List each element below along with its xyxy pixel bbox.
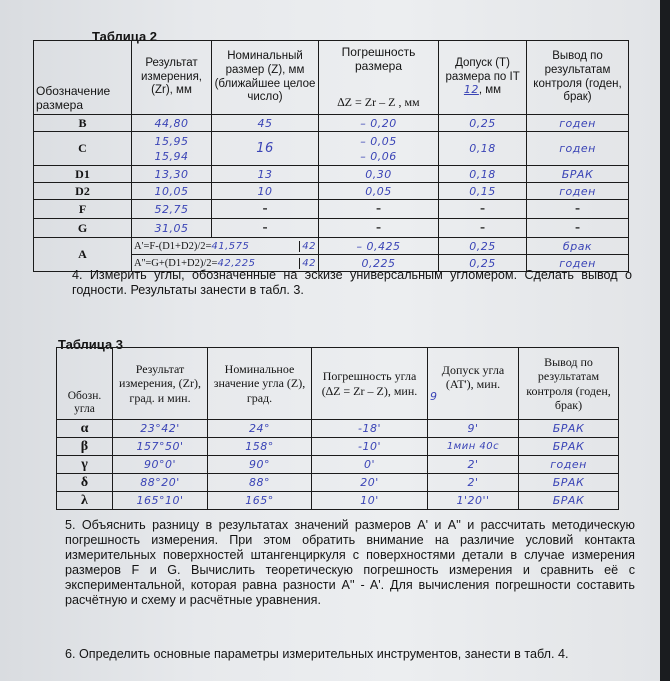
t3-lambda-tolerance: 1'20'' [428, 492, 519, 510]
t2-d1-error: 0,30 [319, 166, 439, 183]
t3-beta-tolerance: 1мин 40с [428, 438, 519, 456]
t2-d2-conclusion: годен [527, 183, 629, 200]
t3-header-tolerance [428, 348, 519, 420]
t2-row-d2 [34, 183, 629, 200]
t2-d2-result: 10,05 [132, 183, 212, 200]
t2-g-result: 31,05 [132, 219, 212, 238]
t2-a2-conclusion: годен [527, 255, 629, 272]
t2-b-result: 44,80 [132, 115, 212, 132]
t3-delta-tolerance: 2' [428, 474, 519, 492]
t2-header-designation: Обозначение размера [34, 41, 132, 115]
t2-a2-error: 0,225 [319, 255, 439, 272]
t2-row-b [34, 115, 629, 132]
t3-gamma-tolerance: 2' [428, 456, 519, 474]
t2-c-label: C [34, 132, 132, 166]
t2-header-error-formula: ∆Z = Zr – Z , мм [337, 95, 420, 110]
t2-header-error [319, 41, 439, 115]
table3-caption: Таблица 3 [58, 337, 124, 352]
t3-lambda-conclusion: БРАК [519, 492, 619, 510]
t3-row-lambda [57, 492, 619, 510]
t2-row-d1 [34, 166, 629, 183]
t2-c-nominal: 16 [212, 132, 319, 166]
t2-c-error2: – 0,06 [360, 149, 397, 163]
t2-d2-nominal: 10 [212, 183, 319, 200]
t2-f-nominal: - [212, 200, 319, 219]
t3-beta-label: β [57, 438, 113, 456]
t3-lambda-error: 10' [312, 492, 428, 510]
paragraph-4: 4. Измерить углы, обозначенные на эскизе универсальным угломером. Сделать вывод о годности. Результаты занести в табл. 3. [72, 268, 632, 297]
t2-g-nominal: - [212, 219, 319, 238]
t3-header-conclusion: Вывод по результатам контроля (годен, брак) [519, 348, 619, 420]
t3-delta-label: δ [57, 474, 113, 492]
t3-header-nominal: Номинальное значение угла (Z), град. [208, 348, 312, 420]
t2-c-conclusion: годен [527, 132, 629, 166]
table2-caption: Таблица 2 [92, 29, 158, 44]
t2-d1-result: 13,30 [132, 166, 212, 183]
t2-a1-tolerance: 0,25 [439, 238, 527, 255]
t3-lambda-result: 165°10' [113, 492, 208, 510]
t3-alpha-result: 23°42' [113, 420, 208, 438]
t2-f-tolerance: - [439, 200, 527, 219]
t3-alpha-error: -18' [312, 420, 428, 438]
t3-lambda-label: λ [57, 492, 113, 510]
t2-g-error: - [319, 219, 439, 238]
t2-header-result: Результат измерения, (Zr), мм [132, 41, 212, 115]
t2-tol-suffix: , мм [478, 84, 502, 97]
t2-a2-nominal: 42 [299, 258, 316, 269]
t3-gamma-error: 0' [312, 456, 428, 474]
t3-header-error: Погрешность угла (∆Z = Zr – Z), мин. [312, 348, 428, 420]
t3-beta-result: 157°50' [113, 438, 208, 456]
t2-f-label: F [34, 200, 132, 219]
t3-row-alpha [57, 420, 619, 438]
t3-tol-grade: 9 [430, 390, 438, 404]
table3 [56, 347, 619, 510]
t2-d1-label: D1 [34, 166, 132, 183]
t2-header-nominal: Номинальный размер (Z), мм (ближайшее целое число) [212, 41, 319, 115]
t3-delta-conclusion: БРАК [519, 474, 619, 492]
t2-c-tolerance: 0,18 [439, 132, 527, 166]
t2-a1-error: – 0,425 [319, 238, 439, 255]
t2-g-label: G [34, 219, 132, 238]
t2-c-results [132, 132, 212, 166]
t3-alpha-conclusion: БРАК [519, 420, 619, 438]
t2-d1-nominal: 13 [212, 166, 319, 183]
t3-alpha-nominal: 24° [208, 420, 312, 438]
t2-header-error-title: Погрешность размера [341, 45, 416, 74]
t3-gamma-label: γ [57, 456, 113, 474]
t3-tol-text: Допуск угла (AT'), мин. [441, 362, 505, 392]
t2-d2-error: 0,05 [319, 183, 439, 200]
paragraph-5: 5. Объяснить разницу в результатах значений размеров A' и A'' и рассчитать методическую погрешность измерения. При этом обратить внимание на различие условий контакта измерительных поверхностей штангенциркуля с поверхностями детали в случае измерения размеров F и G. Вычислить теоретическую погрешность измерения и сравнить её с экспериментальной, которая равна разности A'' - A'. Для вычисления погрешности составить расчётную и схему и расчётные уравнения. [65, 518, 635, 607]
t2-a2-tolerance: 0,25 [439, 255, 527, 272]
t2-header-conclusion: Вывод по результатам контроля (годен, брак) [527, 41, 629, 115]
t3-gamma-conclusion: годен [519, 456, 619, 474]
t2-b-nominal: 45 [212, 115, 319, 132]
t3-beta-nominal: 158° [208, 438, 312, 456]
t2-a1-conclusion: брак [527, 238, 629, 255]
t2-d2-tolerance: 0,15 [439, 183, 527, 200]
t2-row-f [34, 200, 629, 219]
t2-a2-formula: A''=G+(D1+D2)/2= [134, 257, 218, 269]
t2-a-label: A [34, 238, 132, 272]
t2-a2-value: 42,225 [217, 257, 256, 269]
t2-c-errors [319, 132, 439, 166]
t2-f-conclusion: - [527, 200, 629, 219]
t3-row-gamma [57, 456, 619, 474]
t3-beta-error: -10' [312, 438, 428, 456]
t2-g-conclusion: - [527, 219, 629, 238]
t2-c-result1: 15,95 [154, 134, 189, 148]
t2-tol-grade: 12 [463, 83, 479, 97]
t2-a1-value: 41,575 [211, 240, 250, 252]
t2-a1-formula-cell [132, 238, 319, 255]
t2-d2-label: D2 [34, 183, 132, 200]
t3-alpha-label: α [57, 420, 113, 438]
t2-d1-tolerance: 0,18 [439, 166, 527, 183]
t2-b-error: – 0,20 [319, 115, 439, 132]
t3-beta-conclusion: БРАК [519, 438, 619, 456]
t2-b-conclusion: годен [527, 115, 629, 132]
t2-row-g [34, 219, 629, 238]
t2-f-result: 52,75 [132, 200, 212, 219]
t2-a1-formula: A'=F-(D1+D2)/2= [134, 240, 212, 252]
t2-b-label: B [34, 115, 132, 132]
t3-gamma-nominal: 90° [208, 456, 312, 474]
t2-f-error: - [319, 200, 439, 219]
t3-row-delta [57, 474, 619, 492]
t2-c-result2: 15,94 [154, 149, 189, 163]
t3-header-designation: Обозн. угла [57, 348, 113, 420]
table2 [33, 40, 629, 272]
t2-b-tolerance: 0,25 [439, 115, 527, 132]
t2-row-a1 [34, 238, 629, 255]
t3-delta-nominal: 88° [208, 474, 312, 492]
t2-a1-nominal: 42 [299, 241, 316, 252]
paragraph-6: 6. Определить основные параметры измерительных инструментов, занести в табл. 4. [65, 647, 569, 661]
t2-g-tolerance: - [439, 219, 527, 238]
t2-row-c [34, 132, 629, 166]
t2-header-tolerance [439, 41, 527, 115]
t2-d1-conclusion: БРАК [527, 166, 629, 183]
t2-tol-prefix: Допуск (Т) размера по IT [445, 57, 520, 83]
t3-alpha-tolerance: 9' [428, 420, 519, 438]
t3-header-result: Результат измерения, (Zr), град. и мин. [113, 348, 208, 420]
t2-c-error1: – 0,05 [360, 134, 397, 148]
t3-gamma-result: 90°0' [113, 456, 208, 474]
t3-delta-error: 20' [312, 474, 428, 492]
t3-lambda-nominal: 165° [208, 492, 312, 510]
t3-row-beta [57, 438, 619, 456]
t3-delta-result: 88°20' [113, 474, 208, 492]
